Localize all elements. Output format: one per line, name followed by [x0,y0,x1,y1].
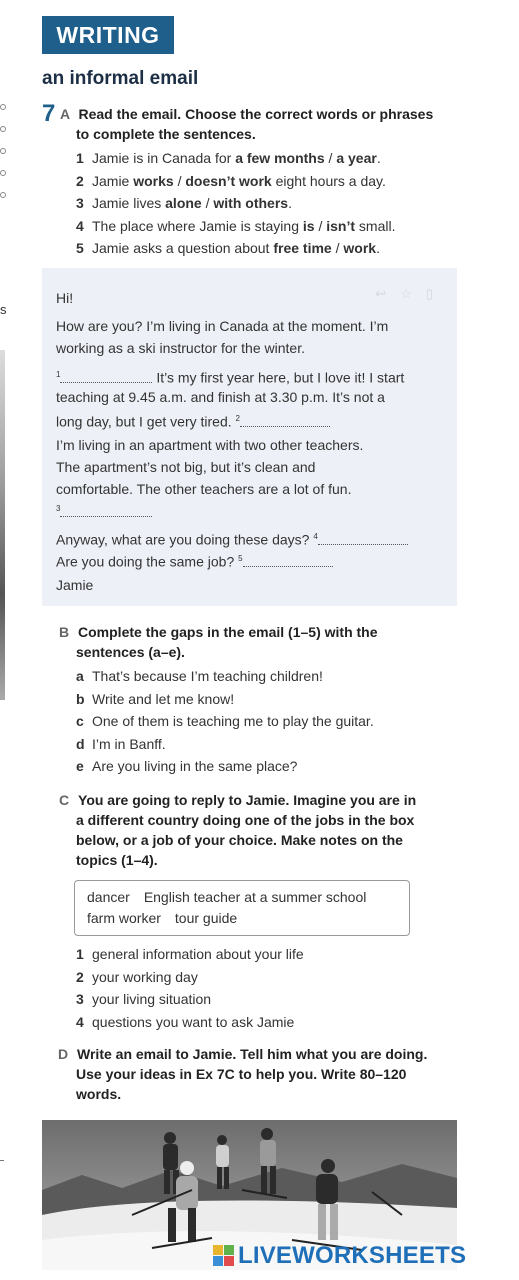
list-item [76,1012,304,1032]
item-text: questions you want to ask Jamie [92,1013,295,1030]
exercise-letter: C [59,792,70,808]
item-number: 2 [76,172,84,189]
instruction-line: topics (1–4). [76,852,158,868]
job-option: tour guide [174,910,238,926]
exercise-a-items [76,148,395,258]
gap-4[interactable] [318,532,408,545]
option[interactable]: works [133,172,174,189]
item-number: 3 [76,195,84,211]
item-number: 5 [76,240,84,256]
item-text: . [376,240,380,256]
instruction-line: Read the email. Choose the correct words or phrases [78,106,434,122]
email-line: comfortable. The other teachers are a lot of fun. [56,481,352,497]
side-bullet [0,104,6,110]
gap-1[interactable] [60,370,152,383]
gap-number: 4 [313,532,318,541]
job-option: dancer [87,889,130,905]
reply-icon: ↩ [375,286,401,301]
item-letter: c [76,713,84,729]
item-number: 1 [76,946,84,962]
job-row [87,908,237,928]
email-line [56,498,446,523]
list-item [76,734,374,754]
item-number: 2 [76,968,84,985]
gap-number: 5 [238,554,243,563]
option[interactable]: free time [273,240,332,256]
side-photo-edge [0,350,5,700]
job-option: English teacher at a summer school [143,889,367,905]
star-icon: ☆ [400,286,426,301]
item-text: Jamie lives [92,195,166,211]
gap-number: 3 [56,504,61,513]
watermark-text: LIVEWORKSHEETS [238,1242,467,1269]
exercise-letter: D [58,1046,69,1062]
email-line: The apartment’s not big, but it’s clean and [56,459,316,475]
list-item [76,666,374,686]
section-subtitle: an informal email [42,68,199,89]
email-signature: Jamie [56,577,94,593]
separator: / [201,195,214,211]
item-text: Jamie [92,172,134,189]
option[interactable]: isn’t [326,217,356,234]
email-line: I’m living in an apartment with two other teachers. [56,437,364,453]
instruction-line: sentences (a–e). [76,644,185,660]
side-bullet [0,170,6,176]
item-text: I’m in Banff. [92,735,166,752]
instruction-line: words. [76,1086,122,1102]
list-item [76,756,374,776]
separator: / [331,240,344,256]
item-letter: a [76,668,84,684]
item-text: general information about your life [92,946,304,962]
instruction-line: a different country doing one of the jobs in the box [76,812,415,828]
email-line [56,526,446,551]
gap-2[interactable] [240,414,330,427]
email-text: Are you doing the same job? [56,553,235,570]
email-line [56,548,446,573]
exercise-letter: A [60,106,70,122]
separator: / [314,217,327,234]
job-option: farm worker [87,910,161,926]
list-item [76,689,374,709]
item-text: Write and let me know! [92,690,235,707]
item-text: One of them is teaching me to play the guitar. [92,713,374,729]
list-item [76,193,395,213]
option[interactable]: work [343,240,377,256]
exercise-d-instruction [58,1044,427,1064]
item-text: Are you living in the same place? [92,758,298,774]
option[interactable]: a few months [235,150,325,166]
option[interactable]: a year [336,150,377,166]
item-text: That’s because I’m teaching children! [92,668,323,684]
side-bullet [0,148,6,154]
list-item [76,944,304,964]
gap-3[interactable] [60,504,152,517]
item-letter: b [76,690,85,707]
list-item [76,171,395,191]
item-text: eight hours a day. [271,172,386,189]
email-line [56,408,446,433]
item-text: small. [355,217,396,234]
trash-icon: ▯ [425,286,447,301]
option[interactable]: doesn’t work [185,172,272,189]
list-item [76,967,304,987]
instruction-line: You are going to reply to Jamie. Imagine you are in [78,792,417,808]
exercise-b-instruction [59,622,378,642]
item-text: The place where Jamie is staying [92,217,303,234]
email-line [56,364,446,389]
item-text: your living situation [92,991,212,1007]
option[interactable]: with others [213,195,289,211]
email-line: How are you? I’m living in Canada at the moment. I’m [56,318,389,334]
gap-number: 2 [235,414,240,423]
item-number: 4 [76,1013,84,1030]
exercise-c-items [76,944,304,1032]
email-text: It’s my first year here, but I love it! I start [156,369,405,386]
email-line: teaching at 9.45 a.m. and finish at 3.30 p.m. It’s not a [56,389,385,405]
item-text: Jamie is in Canada for [92,150,236,166]
email-panel [42,268,457,606]
list-item [76,711,374,731]
item-text: your working day [92,968,198,985]
exercise-number: 7 [42,100,56,127]
list-item [76,238,395,258]
option[interactable]: is [302,217,315,234]
separator: / [173,172,186,189]
item-number: 4 [76,217,84,234]
liveworksheets-logo-icon [213,1245,235,1267]
item-text: . [288,195,292,211]
section-title: WRITING [42,16,174,54]
email-line: working as a ski instructor for the winter. [56,340,305,356]
side-bullet [0,192,6,198]
side-letter: s [0,302,7,317]
item-number: 3 [76,991,84,1007]
list-item [76,989,304,1009]
list-item [76,216,395,236]
gap-number: 1 [56,370,61,379]
option[interactable]: alone [165,195,202,211]
gap-5[interactable] [243,554,333,567]
list-item [76,148,395,168]
separator: / [324,150,337,166]
item-letter: e [76,758,84,774]
item-letter: d [76,735,85,752]
email-text: long day, but I get very tired. [56,413,232,430]
side-bullet [0,126,6,132]
item-text: Jamie asks a question about [92,240,274,256]
exercise-b-items [76,666,374,776]
instruction-line: Write an email to Jamie. Tell him what you are doing. [77,1046,428,1062]
exercise-c-instruction [59,790,416,810]
item-text: . [376,150,381,166]
job-box [74,880,410,936]
exercise-a-instruction [60,104,433,124]
email-text: Anyway, what are you doing these days? [56,531,310,548]
email-greeting: Hi! [56,290,74,306]
instruction-line: to complete the sentences. [76,126,256,142]
job-row [87,887,366,907]
side-tick [0,1160,4,1161]
instruction-line: below, or a job of your choice. Make notes on the [76,832,403,848]
exercise-letter: B [59,624,70,640]
instruction-line: Use your ideas in Ex 7C to help you. Write 80–120 [76,1066,407,1082]
instruction-line: Complete the gaps in the email (1–5) with the [78,624,378,640]
item-number: 1 [76,150,84,166]
